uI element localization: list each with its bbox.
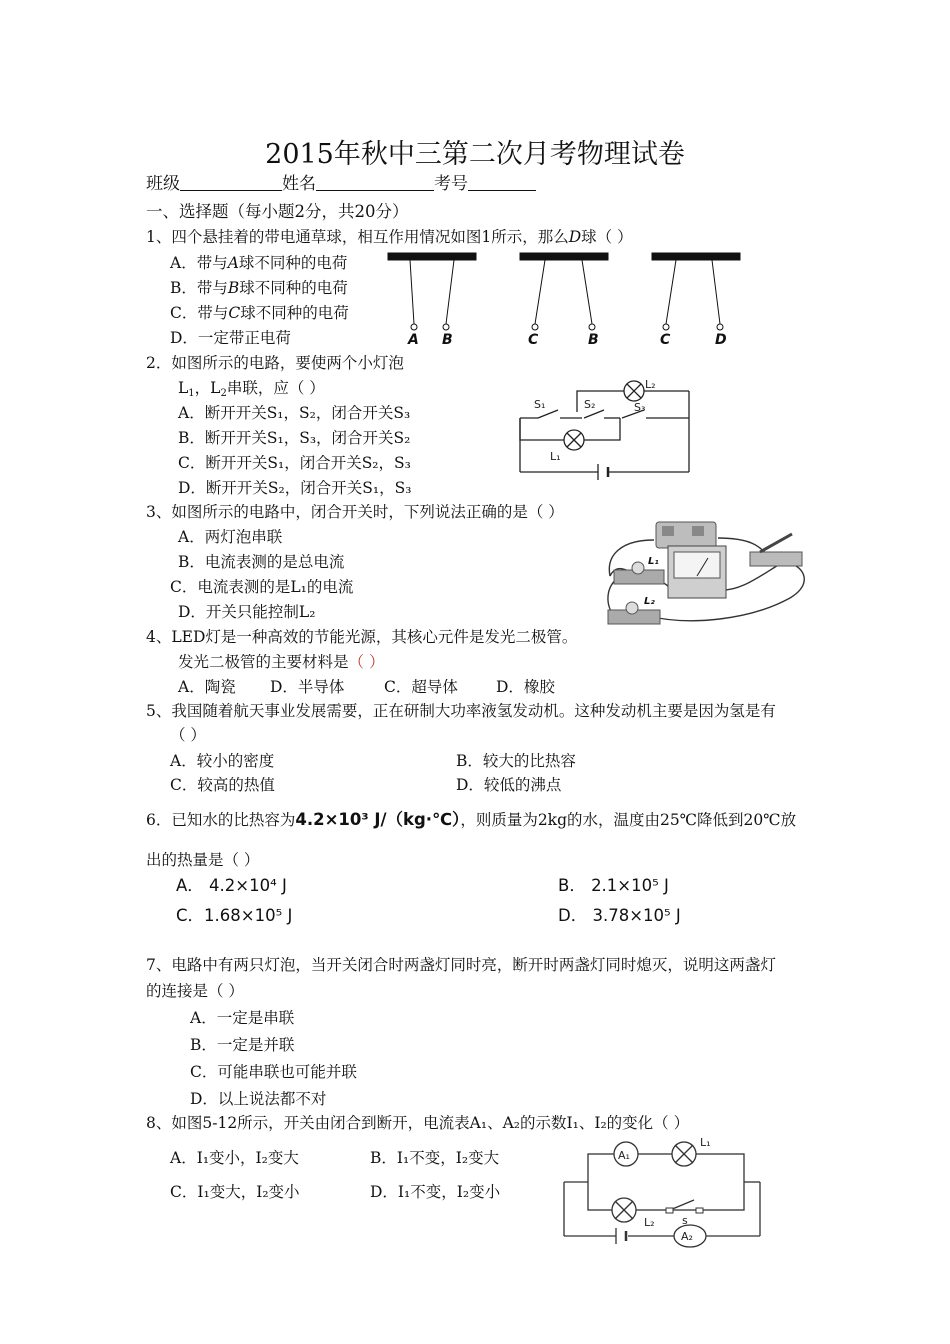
q1-ball-b1 — [443, 324, 449, 330]
number-label: 考号 — [434, 174, 468, 194]
q2-option-c: C．断开开关S₁，闭合开关S₂，S₃ — [178, 454, 411, 472]
q6-formula: 4.2×10³ J/（kg·℃） — [295, 810, 461, 829]
q7-option-a: A．一定是串联 — [190, 1009, 295, 1027]
q7-stem-2: 的连接是（ ） — [146, 982, 244, 1000]
q7-stem: 7、电路中有两只灯泡，当开关闭合时两盏灯同时亮，断开时两盏灯同时熄灭，说明这两盏灯 — [146, 956, 776, 974]
q1-bar-3 — [652, 253, 740, 260]
q1-bar-1 — [388, 253, 476, 260]
q1-label-d: D — [715, 332, 727, 348]
number-blank — [468, 174, 536, 191]
q8-switch-blade — [670, 1200, 694, 1210]
q8-option-c: C．I₁变大，I₂变小 — [170, 1183, 300, 1201]
q4-stem: 4、LED灯是一种高效的节能光源，其核心元件是发光二极管。 — [146, 628, 578, 646]
q8-label-l2: L₂ — [644, 1216, 655, 1229]
q5-option-a: A．较小的密度 — [170, 752, 275, 770]
q1-option-d: D．一定带正电荷 — [170, 329, 291, 347]
q4-option-d: D．橡胶 — [496, 678, 555, 696]
q2-label-s3: S₃ — [634, 401, 646, 414]
q1-label-a: A — [408, 332, 419, 348]
q1-thread-c1 — [535, 260, 545, 324]
q1-ball-a — [411, 324, 417, 330]
q3-option-d: D．开关只能控制L₂ — [178, 603, 316, 621]
q6-option-b: B． 2.1×10⁵ J — [558, 876, 669, 895]
q6-option-a: A． 4.2×10⁴ J — [176, 876, 287, 895]
class-label: 班级 — [146, 174, 180, 194]
q4-option-a: A．陶瓷 — [178, 678, 236, 696]
q4-option-b: D．半导体 — [270, 678, 345, 696]
q3-option-a: A．两灯泡串联 — [178, 528, 283, 546]
q2-circuit-diagram — [512, 376, 702, 480]
q6-option-c: C．1.68×10⁵ J — [176, 906, 293, 925]
q3-option-c: C．电流表测的是L₁的电流 — [170, 578, 354, 596]
q1-label-b2: B — [588, 332, 599, 348]
q8-label-s: s — [682, 1214, 688, 1227]
q1-ball-b2 — [589, 324, 595, 330]
q8-option-b: B．I₁不变，I₂变大 — [370, 1149, 500, 1167]
q1-thread-b2 — [582, 260, 592, 324]
q3-stem: 3、如图所示的电路中，闭合开关时，下列说法正确的是（ ） — [146, 503, 564, 521]
q1-figure-pith-balls — [380, 248, 750, 348]
q3-label-l2: L₂ — [644, 596, 655, 607]
q5-option-d: D．较低的沸点 — [456, 776, 562, 794]
q5-option-b: B．较大的比热容 — [456, 752, 576, 770]
q3-option-b: B．电流表测的是总电流 — [178, 553, 345, 571]
q3-switch — [750, 552, 802, 566]
name-label: 姓名 — [282, 174, 316, 194]
q1-bar-2 — [520, 253, 608, 260]
student-info-row — [146, 174, 536, 194]
q1-thread-b1 — [446, 260, 454, 324]
q8-label-a1: A₁ — [618, 1149, 630, 1162]
q1-label-c1: C — [528, 332, 539, 348]
q8-label-l1: L₁ — [700, 1138, 711, 1149]
name-blank — [316, 174, 434, 191]
q7-option-b: B．一定是并联 — [190, 1036, 295, 1054]
q8-circuit-diagram — [560, 1138, 770, 1256]
q8-stem: 8、如图5-12所示，开关由闭合到断开，电流表A₁、A₂的示数I₁、I₂的变化（ ） — [146, 1114, 690, 1132]
q5-stem: 5、我国随着航天事业发展需要，正在研制大功率液氢发动机。这种发动机主要是因为氢是有 — [146, 702, 776, 720]
q1-ball-c1 — [532, 324, 538, 330]
q1-option-c: C．带与C球不同种的电荷 — [170, 304, 349, 322]
q2-stem: 2．如图所示的电路，要使两个小灯泡 — [146, 354, 404, 372]
q2-label-s2: S₂ — [584, 398, 596, 411]
q7-option-c: C．可能串联也可能并联 — [190, 1063, 357, 1081]
q2-option-a: A．断开开关S₁，S₂，闭合开关S₃ — [178, 404, 411, 422]
q2-label-l2: L₂ — [645, 378, 656, 391]
q5-option-c: C．较高的热值 — [170, 776, 275, 794]
q8-option-d: D．I₁不变，I₂变小 — [370, 1183, 501, 1201]
q4-answer-paren: （ ） — [348, 653, 385, 671]
page-title: 2015年秋中三第二次月考物理试卷 — [265, 139, 685, 170]
q5-paren: （ ） — [170, 726, 206, 744]
q2-stem-2: $L_1$，$L_2$串联，应（ ） — [178, 379, 325, 399]
q2-option-d: D．断开开关S₂，闭合开关S₁，S₃ — [178, 479, 412, 497]
q1-stem: 1、四个悬挂着的带电通草球，相互作用情况如图1所示，那么D球（ ） — [146, 228, 633, 246]
q2-label-s1: S₁ — [534, 398, 546, 411]
q1-option-a: A．带与A球不同种的电荷 — [170, 254, 348, 272]
q2-label-l1: L₁ — [550, 450, 561, 463]
q8-label-a2: A₂ — [681, 1230, 693, 1243]
q6-stem: 6．已知水的比热容为4.2×10³ J/（kg·℃），则质量为2kg的水，温度由25℃降低到20℃放 — [146, 810, 797, 829]
q1-thread-d — [712, 260, 720, 324]
q3-label-l1: L₁ — [648, 556, 659, 567]
class-blank — [180, 174, 282, 191]
q1-option-b: B．带与B球不同种的电荷 — [170, 279, 348, 297]
q1-label-b1: B — [442, 332, 453, 348]
q6-option-d: D． 3.78×10⁵ J — [558, 906, 681, 925]
q4-stem-2: 发光二极管的主要材料是（ ） — [178, 653, 385, 671]
q1-label-c2: C — [660, 332, 671, 348]
q7-option-d: D．以上说法都不对 — [190, 1090, 327, 1108]
q4-option-c: C．超导体 — [384, 678, 458, 696]
q1-thread-c2 — [666, 260, 676, 324]
q1-thread-a — [410, 260, 414, 324]
section-heading: 一、选择题（每小题2分，共20分） — [146, 202, 409, 221]
q1-ball-d — [717, 324, 723, 330]
q1-ball-c2 — [663, 324, 669, 330]
q8-option-a: A．I₁变小，I₂变大 — [170, 1149, 299, 1167]
q3-circuit-photo — [600, 516, 812, 628]
q6-stem-2: 出的热量是（ ） — [146, 851, 260, 869]
q2-option-b: B．断开开关S₁，S₃，闭合开关S₂ — [178, 429, 411, 447]
